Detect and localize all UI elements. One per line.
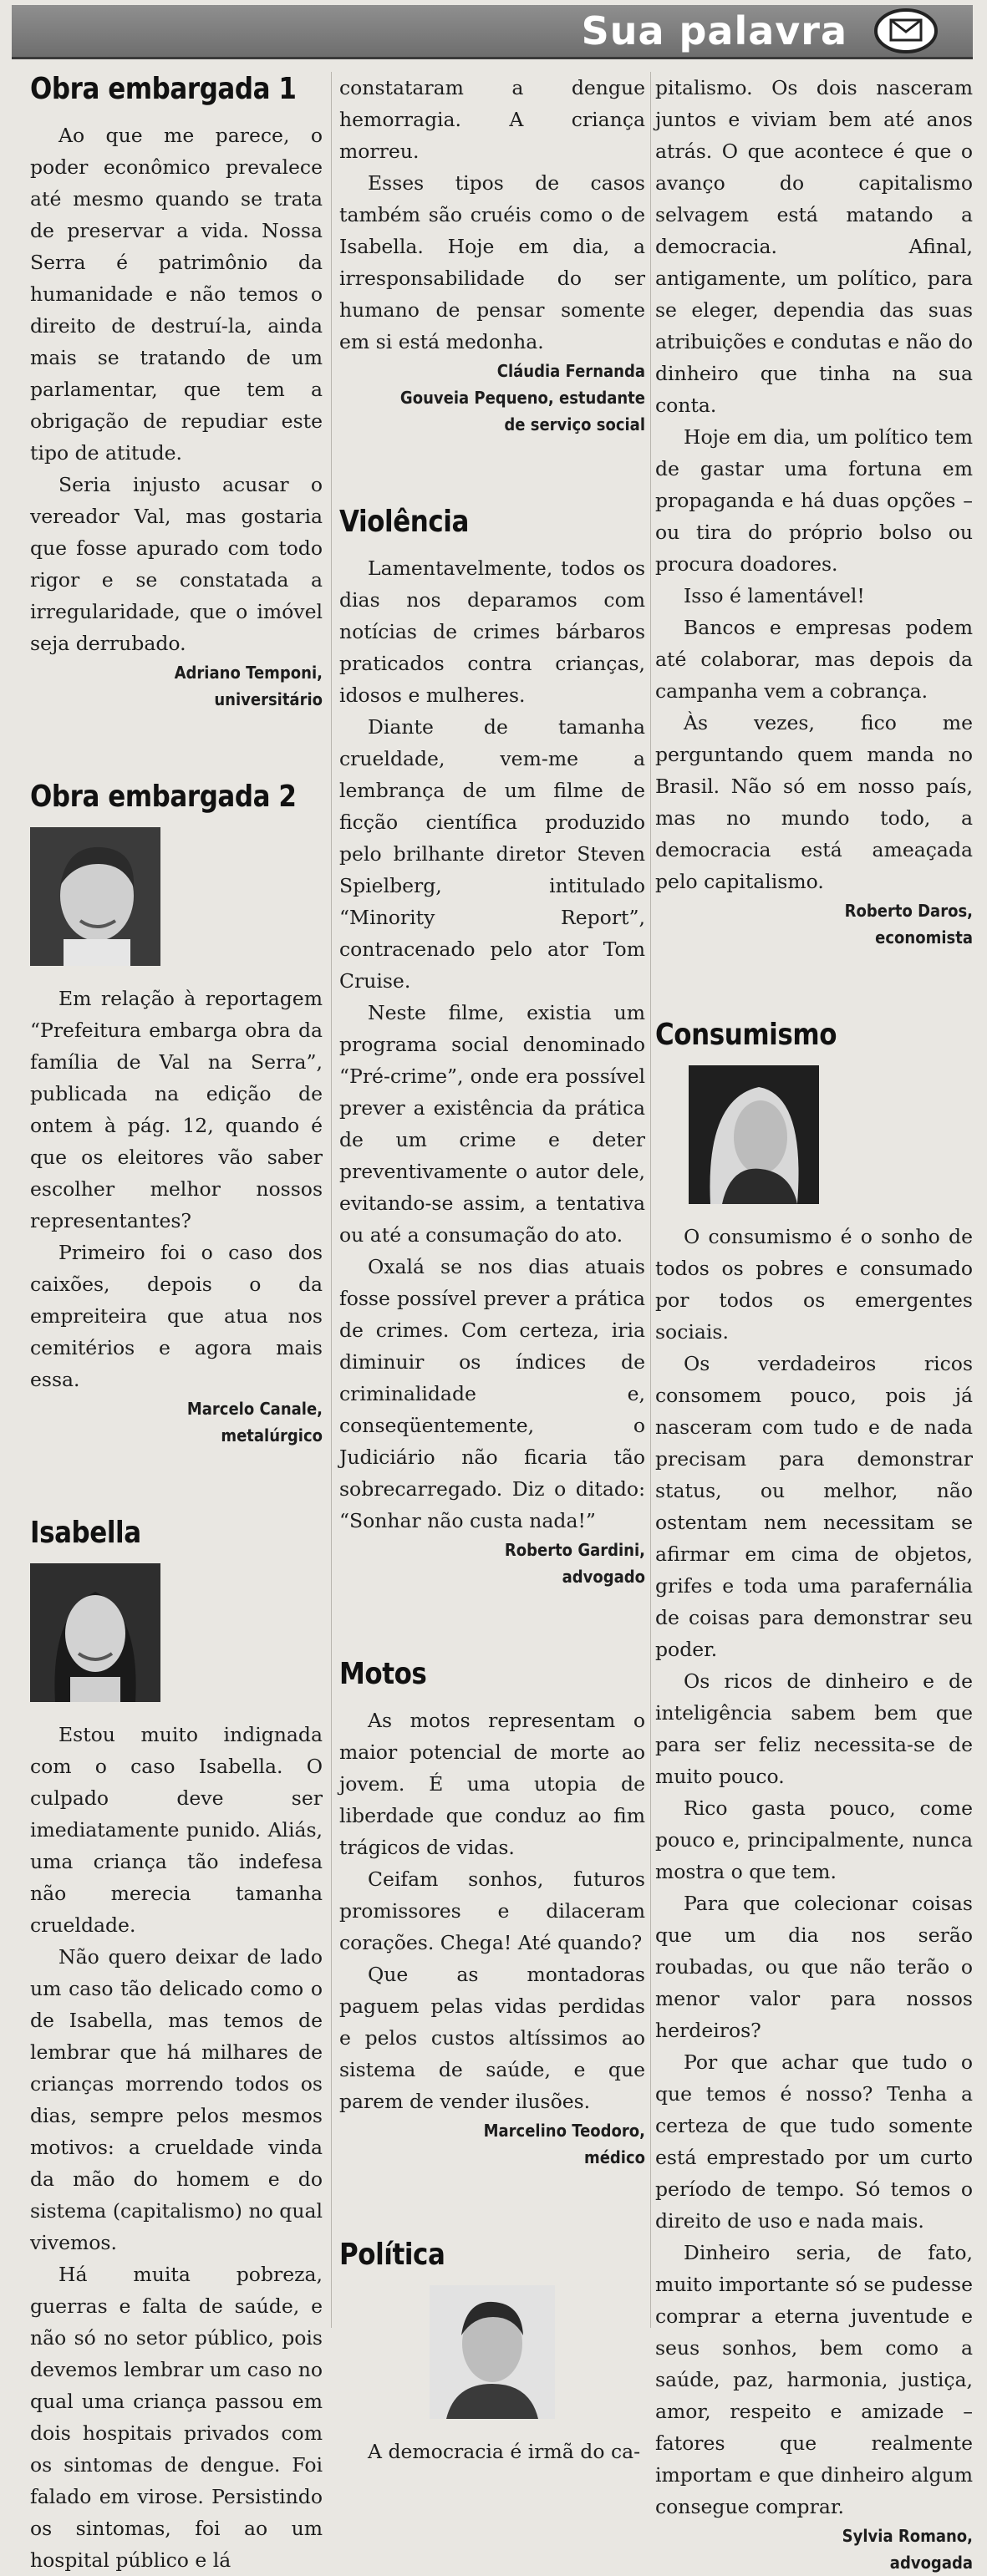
paragraph: Esses tipos de casos também são cruéis como o de Isabella. Hoje em dia, a irresponsabilidade do ser humano de pensar somente em si está medonha. <box>339 171 645 353</box>
paragraph: Bancos e empresas podem até colaborar, mas depois da campanha vem a cobrança. <box>655 616 973 703</box>
paragraph: Primeiro foi o caso dos caixões, depois o da empreiteira que atua nos cemitérios e agora mais essa. <box>30 1241 323 1391</box>
paragraph: Ceifam sonhos, futuros promissores e dilaceram corações. Chega! Até quando? <box>339 1867 645 1954</box>
paragraph: Que as montadoras paguem pelas vidas perdidas e pelos custos altíssimos ao sistema de saúde, e que parem de vender ilusões. <box>339 1963 645 2113</box>
paragraph: Por que achar que tudo o que temos é nosso? Tenha a certeza de que tudo somente está emprestado por um curto período de tempo. Só temos o direito de uso e nada mais. <box>655 2050 973 2233</box>
paragraph: pitalismo. Os dois nasceram juntos e viviam bem até anos atrás. O que acontece é que o avanço do capitalismo selvagem está matando a democracia. Afinal, antigamente, um político, para se eleger, dependia das suas atribuições e condutas e não do dinheiro que tinha na sua conta. <box>655 76 973 417</box>
author-photo-man <box>30 827 160 966</box>
paragraph: Isso é lamentável! <box>684 584 865 607</box>
paragraph: Para que colecionar coisas que um dia nos serão roubadas, ou que não terão o menor valor para nossos herdeiros? <box>655 1892 973 2042</box>
letter-politica <box>339 2238 645 2467</box>
section-header <box>12 5 973 59</box>
paragraph: Hoje em dia, um político tem de gastar uma fortuna em propaganda e há duas opções – ou tira do próprio bolso ou procura doadores. <box>655 425 973 576</box>
paragraph: Os ricos de dinheiro e de inteligência sabem bem que para ser feliz necessita-se de muito pouco. <box>655 1669 973 1788</box>
paragraph: Diante de tamanha crueldade, vem-me a lembrança de um filme de ficção científica produzido pelo brilhante diretor Steven Spielberg, intitulado “Minority Report”, contracenado pelo ator Tom Cruise. <box>339 715 645 993</box>
letter-consumismo <box>655 1018 973 2576</box>
author-role: universitário <box>214 689 323 709</box>
author-name: Roberto Gardini, <box>504 1540 645 1560</box>
author-name: Roberto Daros, <box>844 901 973 921</box>
paragraph: Há muita pobreza, guerras e falta de saúde, e não só no setor público, pois devemos lembrar um caso no qual uma criança passou em dois hospitais privados com os sintomas de dengue. Foi falado em virose. Persistindo os sintomas, foi ao um hospital público e lá <box>30 2263 323 2572</box>
paragraph: Não quero deixar de lado um caso tão delicado como o de Isabella, mas temos de lembrar que há milhares de crianças morrendo todos os dias, sempre pelos mesmos motivos: a crueldade vinda da mão do homem e do sistema (capitalismo) no qual vivemos. <box>30 1945 323 2254</box>
paragraph: Estou muito indignada com o caso Isabella. O culpado deve ser imediatamente punido. Aliás, uma criança tão indefesa não merecia tamanha crueldade. <box>30 1723 323 1937</box>
author-name: Marcelo Canale, <box>186 1399 323 1419</box>
paragraph: Os verdadeiros ricos consomem pouco, pois já nasceram com tudo e de nada precisam para demonstrar status, ou melhor, não ostentam nem necessitam se afirmar em cima de objetos, grifes e toda uma parafernália de coisas para demonstrar seu poder. <box>655 1352 973 1661</box>
author-name: Adriano Temponi, <box>174 663 323 683</box>
letter-title: Motos <box>339 1657 427 1691</box>
paragraph: Às vezes, fico me perguntando quem manda no Brasil. Não só em nosso país, mas no mundo todo, a democracia está ameaçada pelo capitalismo. <box>655 711 973 893</box>
letter-politica-continued <box>655 72 973 951</box>
letter-isabella <box>30 1516 323 2576</box>
author-role: advogada <box>889 2553 973 2573</box>
author-name: Sylvia Romano, <box>842 2526 973 2546</box>
author-role: médico <box>583 2147 645 2167</box>
paragraph: constataram a dengue hemorragia. A criança morreu. <box>339 76 645 163</box>
envelope-speech-icon <box>873 7 939 55</box>
column-2 <box>339 72 645 2463</box>
paragraph: Dinheiro seria, de fato, muito importante só se pudesse comprar a eterna juventude e seus sonhos, bem como a saúde, paz, harmonia, justiça, amor, respeito e amizade – fatores que realmente importam e que dinheiro algum consegue comprar. <box>655 2241 973 2518</box>
column-3 <box>655 72 973 2573</box>
paragraph: Oxalá se nos dias atuais fosse possível prever a prática de crimes. Com certeza, iria diminuir os índices de criminalidade e, conseqüentemente, o Judiciário não ficaria tão sobrecarregado. Diz o ditado: “Sonhar não custa nada!” <box>339 1255 645 1532</box>
paragraph: Neste filme, existia um programa social denominado “Pré-crime”, onde era possível prever a existência da prática de um crime e deter preventivamente o autor dele, evitando-se assim, a tentativa ou até a consumação do ato. <box>339 1001 645 1247</box>
paragraph: As motos representam o maior potencial de morte ao jovem. É uma utopia de liberdade que conduz ao fim trágicos de vidas. <box>339 1709 645 1859</box>
letter-title: Política <box>339 2238 445 2272</box>
paragraph: Lamentavelmente, todos os dias nos deparamos com notícias de crimes bárbaros praticados contra crianças, idosos e mulheres. <box>339 556 645 707</box>
paragraph: A democracia é irmã do ca- <box>368 2440 641 2463</box>
letter-title: Isabella <box>30 1516 141 1550</box>
author-photo-woman <box>30 1563 160 1702</box>
author-name: Marcelino Teodoro, <box>483 2121 645 2141</box>
letter-title: Violência <box>339 505 469 539</box>
author-role: economista <box>875 927 973 948</box>
letter-obra-embargada-1 <box>30 72 323 713</box>
paragraph: Ao que me parece, o poder econômico prevalece até mesmo quando se trata de preservar a vida. Nossa Serra é patrimônio da humanidade e não temos o direito de destruí-la, ainda mais se tratando de um parlamentar, que tem a obrigação de repudiar este tipo de atitude. <box>30 124 323 465</box>
author-photo-man-2 <box>430 2285 555 2419</box>
column-divider <box>650 72 651 2328</box>
author-role: advogado <box>562 1567 645 1587</box>
author-name-line-2: Gouveia Pequeno, estudante <box>399 388 645 408</box>
column-divider <box>331 72 332 2328</box>
letter-violencia <box>339 505 645 1590</box>
paragraph: Seria injusto acusar o vereador Val, mas gostaria que fosse apurado com todo rigor e se constatada a irregularidade, que o imóvel seja derrubado. <box>30 473 323 655</box>
section-title: Sua palavra <box>581 8 847 53</box>
letter-motos <box>339 1657 645 2171</box>
column-1 <box>30 72 323 2572</box>
paragraph: Em relação à reportagem “Prefeitura embarga obra da família de Val na Serra”, publicada na edição de ontem à pág. 12, quando é que os eleitores vão saber escolher melhor nossos representantes? <box>30 987 323 1232</box>
author-name: Cláudia Fernanda <box>496 361 645 381</box>
letter-title: Obra embargada 1 <box>30 72 297 106</box>
letter-title: Consumismo <box>655 1018 837 1052</box>
letter-isabella-continued <box>339 72 645 438</box>
author-role: de serviço social <box>504 414 645 434</box>
letter-obra-embargada-2 <box>30 780 323 1449</box>
paragraph: Rico gasta pouco, come pouco e, principalmente, nunca mostra o que tem. <box>655 1796 973 1883</box>
author-role: metalúrgico <box>221 1425 323 1446</box>
letter-title: Obra embargada 2 <box>30 780 297 814</box>
paragraph: O consumismo é o sonho de todos os pobres e consumado por todos os emergentes sociais. <box>655 1225 973 1344</box>
author-photo-woman-2 <box>689 1065 819 1204</box>
